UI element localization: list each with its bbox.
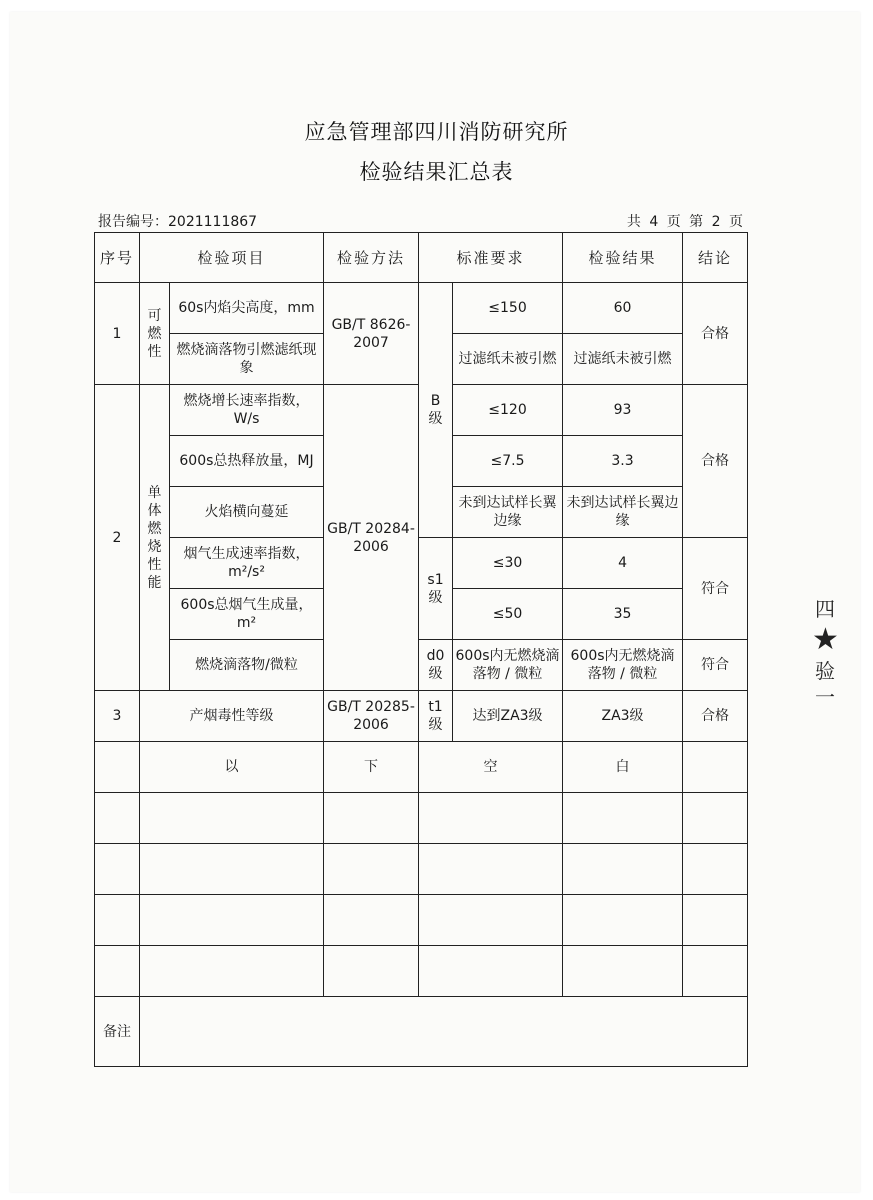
empty-cell [683,895,748,946]
col-header-result: 检验结果 [563,233,683,283]
empty-cell [683,793,748,844]
seal-char-3: 一 [815,685,835,709]
class-d0-label: d0级 [426,648,445,682]
result-cell: 35 [563,589,683,640]
class-b-label: B级 [428,393,443,427]
page-unit: 页 [666,214,681,230]
table-row [95,538,748,589]
category-sbi [140,385,170,691]
page-indicator [625,211,745,231]
table-row [95,640,748,691]
requirement-cell: ≤120 [453,385,563,436]
result-cell: 3.3 [563,436,683,487]
empty-cell [324,946,419,997]
page-total-prefix: 共 [626,214,641,230]
method-cell: GB/T 20284-2006 [324,385,419,691]
col-header-method: 检验方法 [324,233,419,283]
item-cell: 燃烧滴落物/微粒 [170,640,324,691]
empty-row [95,946,748,997]
class-s1-label: s1级 [427,571,444,606]
class-d0-cell [419,640,453,691]
result-cell: ZA3级 [563,691,683,742]
empty-cell [419,946,563,997]
empty-cell [140,844,324,895]
col-header-no: 序号 [95,233,140,283]
empty-cell [324,793,419,844]
result-cell: 93 [563,385,683,436]
empty-cell [683,946,748,997]
empty-cell [683,844,748,895]
item-cell: 火焰横向蔓延 [170,487,324,538]
requirement-cell: 达到ZA3级 [453,691,563,742]
empty-cell [140,793,324,844]
requirement-cell: 600s内无燃烧滴落物 / 微粒 [453,640,563,691]
table-row [95,283,748,334]
blank-marker-2: 下 [324,742,419,793]
category-flammability [140,283,170,385]
item-cell: 燃烧增长速率指数，W/s [170,385,324,436]
table-row [95,691,748,742]
page-current-prefix: 第 [689,214,704,230]
result-cell: 过滤纸未被引燃 [563,334,683,385]
empty-cell [563,946,683,997]
institute-title: 应急管理部四川消防研究所 [304,120,569,144]
requirement-cell: ≤150 [453,283,563,334]
seal-star-icon: ★ [812,622,839,657]
empty-cell [95,742,140,793]
method-cell: GB/T 20285-2006 [324,691,419,742]
col-header-requirement: 标准要求 [419,233,563,283]
remark-label: 备注 [95,997,140,1067]
seal-char-1: 四 [815,597,835,621]
page-unit-2: 页 [729,214,743,230]
row-number: 2 [95,385,140,691]
empty-cell [419,895,563,946]
report-number-value: 2021111867 [168,214,258,230]
report-number [98,211,257,231]
result-cell: 600s内无燃烧滴落物 / 微粒 [563,640,683,691]
empty-cell [563,793,683,844]
conclusion-cell: 合格 [683,691,748,742]
col-header-conclusion: 结论 [683,233,748,283]
empty-row [95,793,748,844]
remark-row [95,997,748,1067]
empty-row [95,844,748,895]
blank-marker-3: 空 [419,742,563,793]
requirement-cell: ≤30 [453,538,563,589]
page-total: 4 [649,214,659,230]
empty-cell [683,742,748,793]
empty-cell [140,946,324,997]
result-cell: 4 [563,538,683,589]
requirement-cell: ≤7.5 [453,436,563,487]
category-label: 可燃性 [147,307,162,360]
empty-cell [419,844,563,895]
requirement-cell: 过滤纸未被引燃 [453,334,563,385]
empty-row [95,895,748,946]
empty-cell [324,844,419,895]
class-t1-label: t1级 [428,699,443,733]
empty-cell [95,895,140,946]
empty-cell [95,946,140,997]
class-t1-cell [419,691,453,742]
item-cell: 60s内焰尖高度，mm [170,283,324,334]
side-seal-fragment [812,596,838,710]
conclusion-cell: 符合 [683,538,748,640]
empty-cell [419,793,563,844]
class-s1-cell [419,538,453,640]
item-cell: 产烟毒性等级 [140,691,324,742]
category-label: 单体燃烧性能 [147,484,162,591]
class-b-cell [419,283,453,538]
row-number: 3 [95,691,140,742]
table-title: 检验结果汇总表 [359,160,514,184]
item-cell: 烟气生成速率指数，m²/s² [170,538,324,589]
empty-cell [563,895,683,946]
result-cell: 60 [563,283,683,334]
seal-char-2: 验 [815,659,835,683]
blank-marker-4: 白 [563,742,683,793]
header-row [95,233,748,283]
empty-cell [324,895,419,946]
conclusion-cell: 合格 [683,385,748,538]
blank-marker-row [95,742,748,793]
empty-cell [95,844,140,895]
item-cell: 600s总热释放量，MJ [170,436,324,487]
page-current: 2 [711,214,721,230]
col-header-item: 检验项目 [140,233,324,283]
item-cell: 600s总烟气生成量，m² [170,589,324,640]
item-cell: 燃烧滴落物引燃滤纸现象 [170,334,324,385]
result-cell: 未到达试样长翼边缘 [563,487,683,538]
conclusion-cell: 符合 [683,640,748,691]
requirement-cell: ≤50 [453,589,563,640]
requirement-cell: 未到达试样长翼边缘 [453,487,563,538]
results-table [94,232,748,1067]
empty-cell [95,793,140,844]
remark-content [140,997,748,1067]
empty-cell [563,844,683,895]
conclusion-cell: 合格 [683,283,748,385]
row-number: 1 [95,283,140,385]
empty-cell [140,895,324,946]
report-number-label: 报告编号： [98,214,168,230]
blank-marker-1: 以 [140,742,324,793]
method-cell: GB/T 8626-2007 [324,283,419,385]
